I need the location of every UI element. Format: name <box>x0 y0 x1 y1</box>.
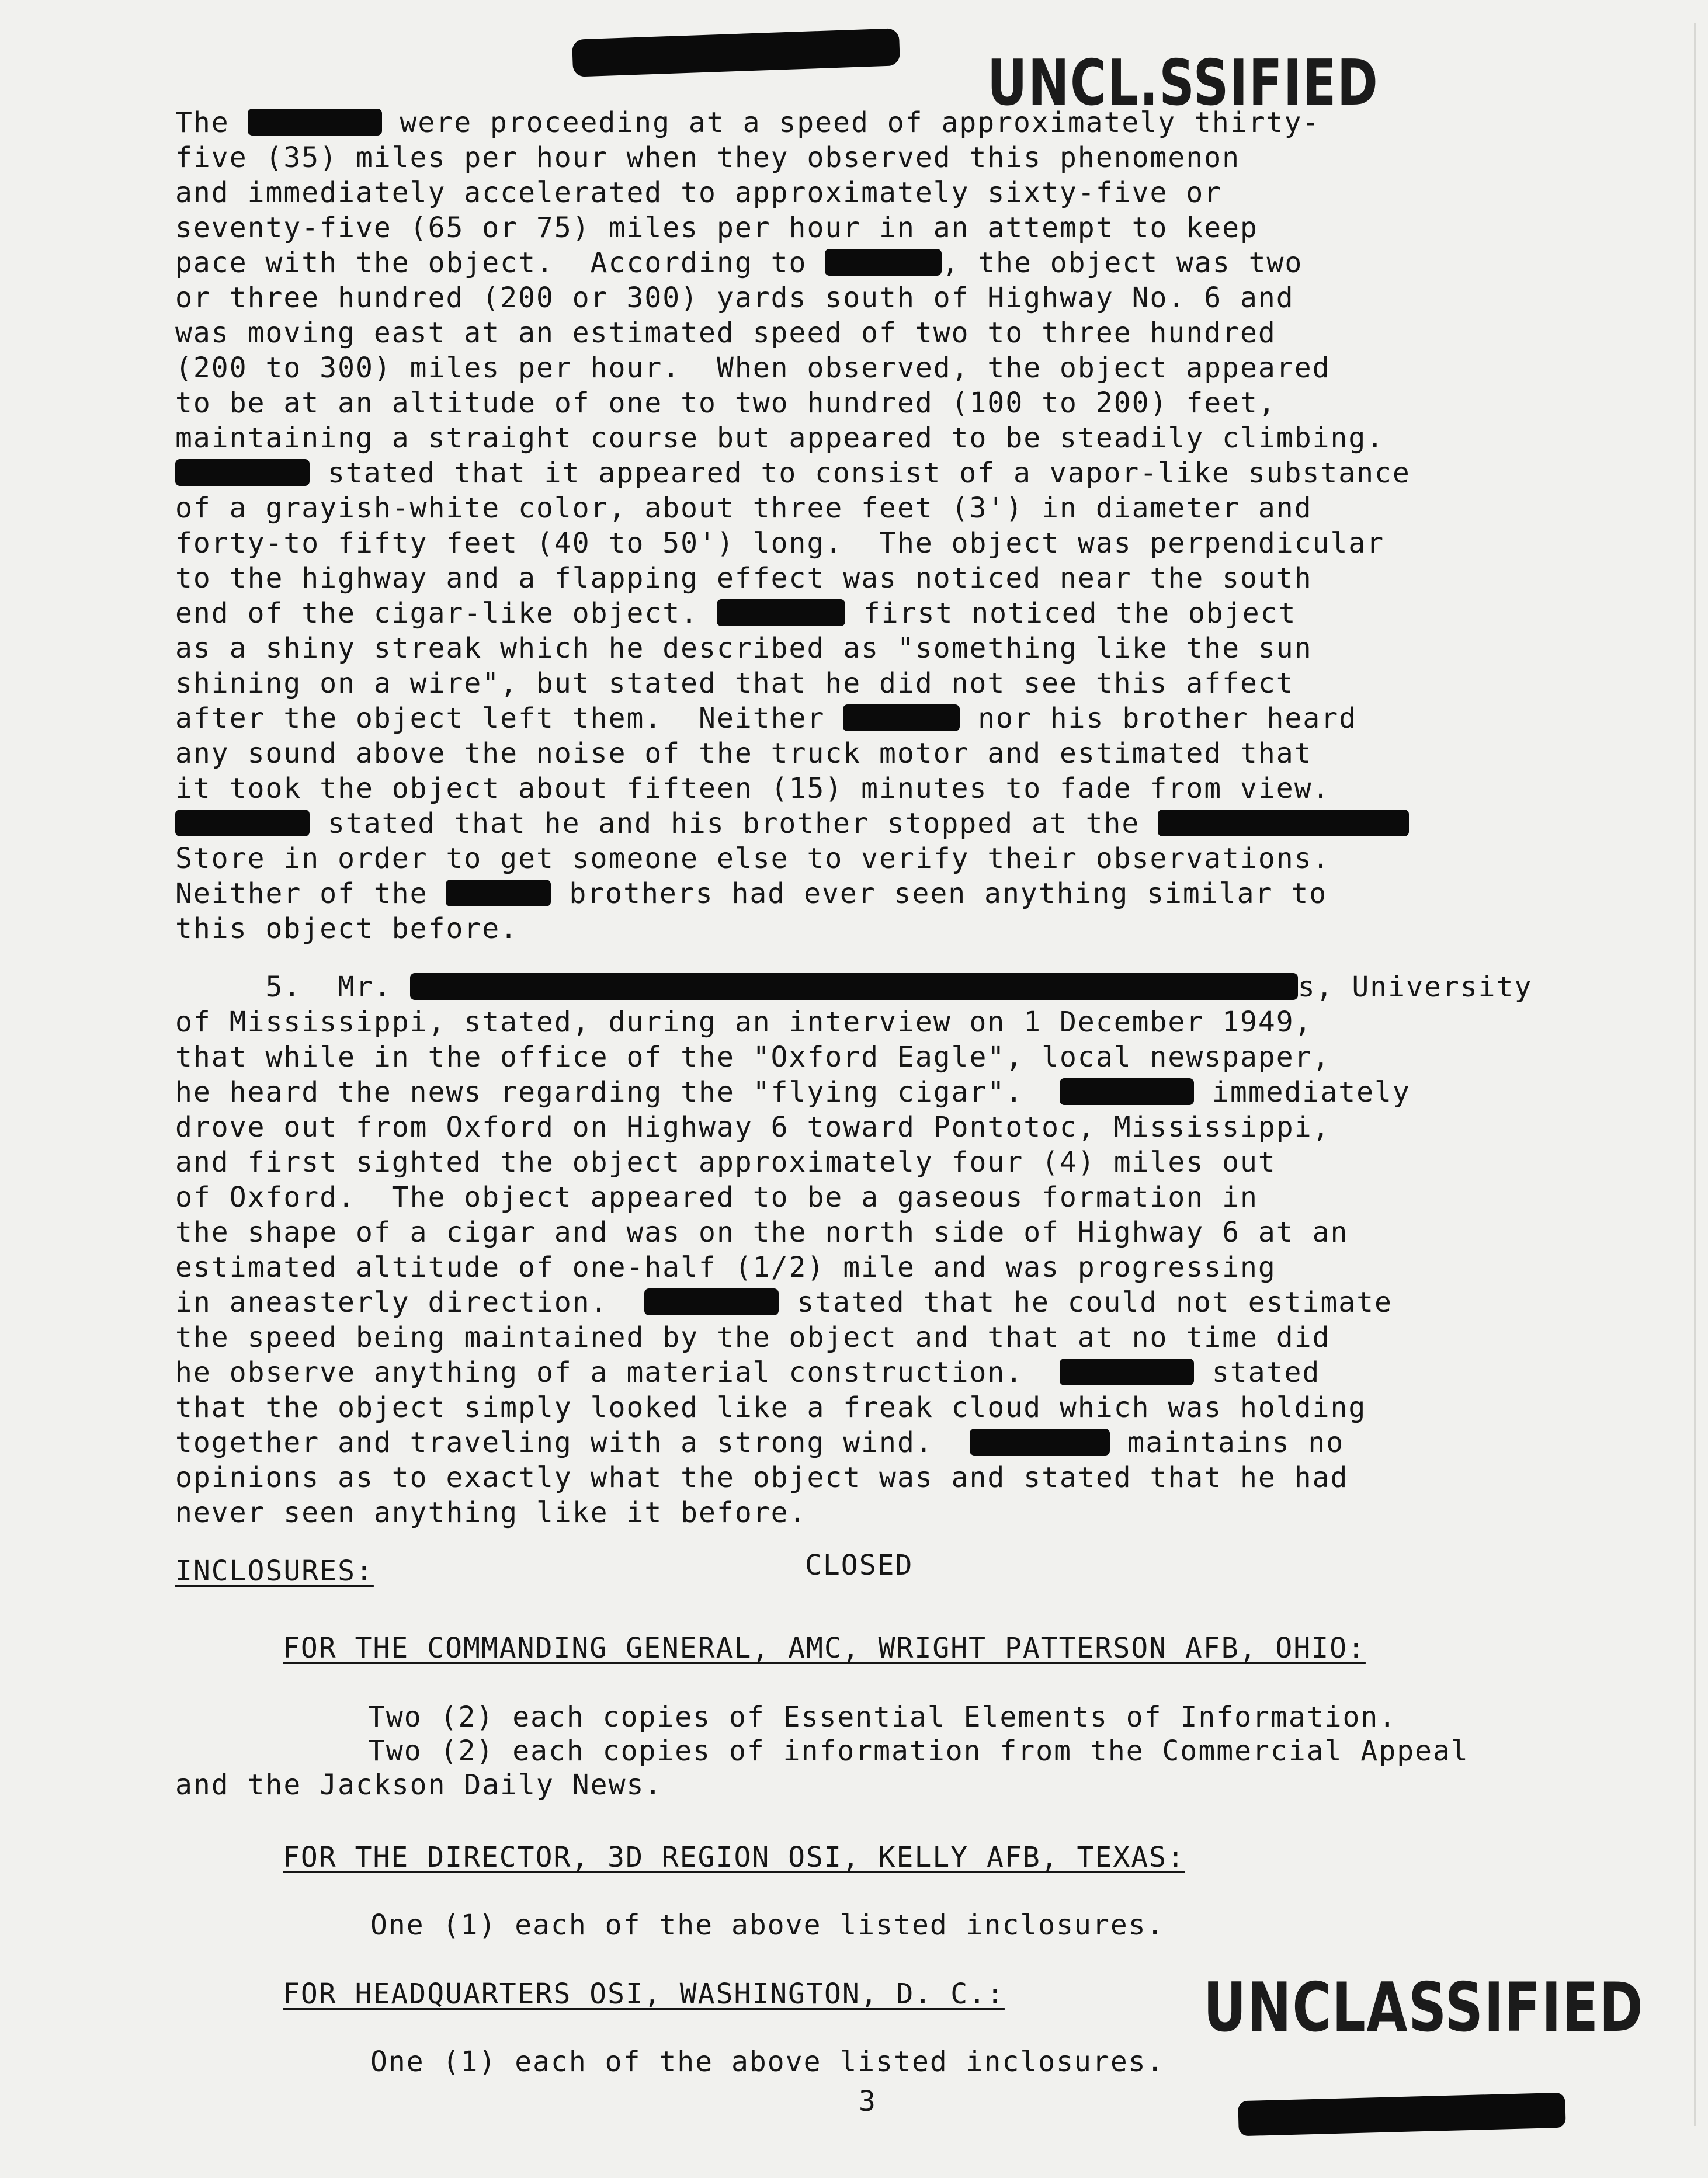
redaction-bar <box>970 1429 1110 1456</box>
text-line: the speed being maintained by the object and that at no time did <box>175 1321 1331 1354</box>
text-line: stated that he could not estimate <box>779 1286 1393 1319</box>
hq-inclosure-item: One (1) each of the above listed inclosures. <box>370 2045 1165 2078</box>
text-line: the shape of a cigar and was on the north side of Highway 6 at an <box>175 1216 1349 1249</box>
text-line: estimated altitude of one-half (1/2) mile and was progressing <box>175 1251 1276 1284</box>
director-inclosure-item: One (1) each of the above listed inclosures. <box>370 1909 1165 1941</box>
text-line: stated that he and his brother stopped at the <box>310 807 1158 840</box>
amc-heading: FOR THE COMMANDING GENERAL, AMC, WRIGHT PATTERSON AFB, OHIO: <box>283 1632 1366 1665</box>
text-line: s, University <box>1297 971 1533 1003</box>
text-line: any sound above the noise of the truck motor and estimated that <box>175 737 1313 770</box>
text-line: , the object was two <box>942 246 1303 279</box>
redaction-bar <box>644 1288 779 1315</box>
text-line: first noticed the object <box>845 597 1297 630</box>
text-line: together and traveling with a strong wind. <box>175 1426 970 1459</box>
text-line: were proceeding at a speed of approximately thirty- <box>381 106 1321 139</box>
text-line: end of the cigar-like object. <box>175 597 717 630</box>
paragraph-truck-sighting <box>175 105 1624 946</box>
redaction-bar <box>410 973 1298 1000</box>
scan-edge-line <box>1694 23 1696 2126</box>
text-line: after the object left them. Neither <box>175 702 843 735</box>
text-line: of Oxford. The object appeared to be a gaseous formation in <box>175 1181 1258 1214</box>
redaction-bar <box>446 880 551 906</box>
page-number: 3 <box>859 2085 876 2118</box>
text-line: it took the object about fifteen (15) minutes to fade from view. <box>175 772 1331 805</box>
redaction-bar-header <box>572 28 900 77</box>
text-line: five (35) miles per hour when they observed this phenomenon <box>175 141 1241 174</box>
redaction-bar <box>717 599 845 626</box>
unclassified-stamp-bottom: UNCLASSIFIED <box>1203 1968 1644 2047</box>
text-line: seventy-five (65 or 75) miles per hour in an attempt to keep <box>175 211 1258 244</box>
text-line: Neither of the <box>175 877 446 910</box>
text-line: and immediately accelerated to approximately sixty-five or <box>175 176 1223 209</box>
text-line: of a grayish-white color, about three feet (3') in diameter and <box>175 492 1313 524</box>
director-heading: FOR THE DIRECTOR, 3D REGION OSI, KELLY AFB, TEXAS: <box>283 1841 1185 1874</box>
text-line: stated that it appeared to consist of a vapor-like substance <box>310 457 1411 489</box>
text-line: never seen anything like it before. <box>175 1496 807 1529</box>
text-line: of Mississippi, stated, during an interview on 1 December 1949, <box>175 1006 1313 1038</box>
text-line: that the object simply looked like a freak cloud which was holding <box>175 1391 1367 1424</box>
text-line: to the highway and a flapping effect was noticed near the south <box>175 562 1313 595</box>
text-line: opinions as to exactly what the object was and stated that he had <box>175 1461 1349 1494</box>
text-line: maintaining a straight course but appeared to be steadily climbing. <box>175 422 1385 454</box>
text-line: The <box>175 106 248 139</box>
amc-inclosure-item-2: Two (2) each copies of information from the Commercial Appeal <box>368 1735 1469 1767</box>
text-line: shining on a wire", but stated that he did not see this affect <box>175 667 1294 700</box>
redaction-bar <box>1060 1359 1194 1385</box>
redaction-bar <box>843 704 960 731</box>
text-line: or three hundred (200 or 300) yards south of Highway No. 6 and <box>175 282 1294 314</box>
redaction-bar <box>248 109 382 136</box>
unclassified-stamp-top: UNCL.SSIFIED <box>987 47 1379 120</box>
text-line: this object before. <box>175 912 519 945</box>
redaction-bar <box>1158 810 1409 836</box>
text-line: drove out from Oxford on Highway 6 toward Pontotoc, Mississippi, <box>175 1111 1331 1144</box>
inclosures-label: INCLOSURES: <box>175 1555 374 1588</box>
redaction-bar <box>175 459 310 486</box>
redaction-bar-footer <box>1238 2093 1565 2137</box>
text-line: stated <box>1194 1356 1321 1389</box>
text-line: in aneasterly direction. <box>175 1286 645 1319</box>
text-line: and first sighted the object approximately four (4) miles out <box>175 1146 1276 1179</box>
amc-inclosure-item-2-continued: and the Jackson Daily News. <box>175 1769 663 1801</box>
text-line: he heard the news regarding the "flying cigar". <box>175 1076 1060 1109</box>
redaction-bar <box>825 249 942 276</box>
text-line: 5. Mr. <box>175 971 410 1003</box>
paragraph-5-university-witness <box>175 970 1624 1530</box>
text-line: that while in the office of the "Oxford Eagle", local newspaper, <box>175 1041 1331 1074</box>
text-line: nor his brother heard <box>960 702 1358 735</box>
text-line: he observe anything of a material construction. <box>175 1356 1060 1389</box>
text-line: immediately <box>1194 1076 1411 1109</box>
hq-heading: FOR HEADQUARTERS OSI, WASHINGTON, D. C.: <box>283 1978 1005 2010</box>
closed-label: CLOSED <box>805 1549 914 1582</box>
text-line: Store in order to get someone else to verify their observations. <box>175 842 1331 875</box>
redaction-bar <box>1060 1078 1194 1105</box>
text-line: forty-to fifty feet (40 to 50') long. The object was perpendicular <box>175 527 1385 560</box>
amc-inclosure-item-1: Two (2) each copies of Essential Elements of Information. <box>368 1701 1397 1734</box>
text-line: as a shiny streak which he described as "something like the sun <box>175 632 1313 665</box>
text-line: to be at an altitude of one to two hundred (100 to 200) feet, <box>175 387 1276 419</box>
text-line: brothers had ever seen anything similar to <box>551 877 1328 910</box>
redaction-bar <box>175 810 310 836</box>
text-line: (200 to 300) miles per hour. When observed, the object appeared <box>175 352 1331 384</box>
text-line: maintains no <box>1109 1426 1345 1459</box>
text-line: pace with the object. According to <box>175 246 825 279</box>
text-line: was moving east at an estimated speed of two to three hundred <box>175 317 1276 349</box>
